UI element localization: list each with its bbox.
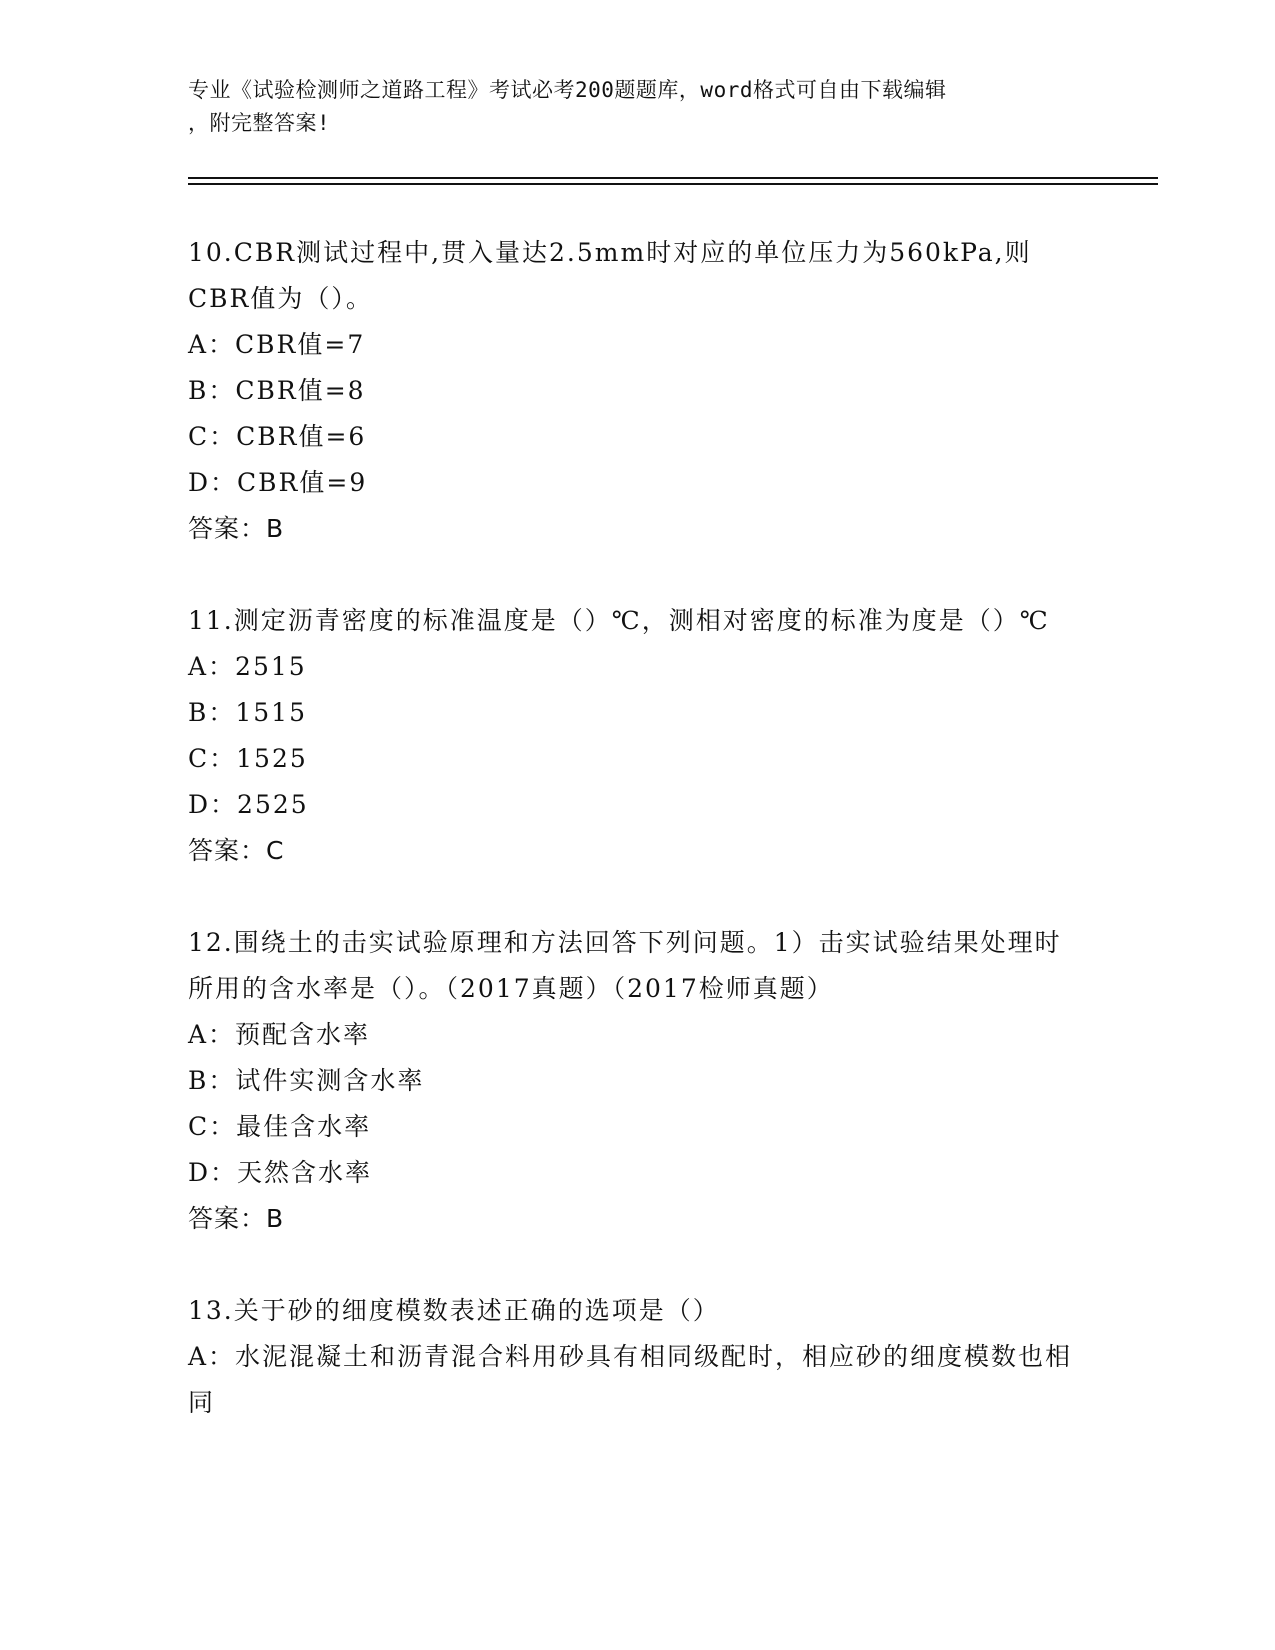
option-b: B：CBR值=8 — [188, 376, 366, 405]
option-c: C：1525 — [188, 744, 308, 773]
option-c: C：CBR值=6 — [188, 422, 367, 451]
option-d: D：天然含水率 — [188, 1158, 373, 1187]
answer-label: 答案：B — [188, 1204, 285, 1233]
option-a: A：预配含水率 — [188, 1020, 371, 1049]
question-stem: 13.关于砂的细度模数表述正确的选项是（） — [188, 1296, 720, 1325]
option-c: C：最佳含水率 — [188, 1112, 372, 1141]
header-divider-top — [188, 177, 1158, 179]
option-d: D：CBR值=9 — [188, 468, 368, 497]
question-13 — [188, 1288, 1088, 1426]
option-b: B：1515 — [188, 698, 307, 727]
option-a: A：CBR值=7 — [188, 330, 366, 359]
answer-label: 答案：B — [188, 514, 285, 543]
question-stem: 10.CBR测试过程中,贯入量达2.5mm时对应的单位压力为560kPa,则CBR值为（）。 — [188, 238, 1032, 313]
question-10 — [188, 230, 1088, 552]
option-d: D：2525 — [188, 790, 309, 819]
document-header — [188, 74, 1068, 140]
header-divider-bottom — [188, 183, 1158, 185]
question-stem: 11.测定沥青密度的标准温度是（）℃，测相对密度的标准为度是（）℃ — [188, 606, 1050, 635]
question-list — [188, 230, 1088, 1472]
header-line-1: 专业《试验检测师之道路工程》考试必考200题题库，word格式可自由下载编辑 — [188, 78, 947, 102]
option-a: A：水泥混凝土和沥青混合料用砂具有相同级配时，相应砂的细度模数也相同 — [188, 1342, 1073, 1417]
option-a: A：2515 — [188, 652, 307, 681]
answer-label: 答案：C — [188, 836, 285, 865]
question-11 — [188, 598, 1088, 874]
question-stem: 12.围绕土的击实试验原理和方法回答下列问题。1）击实试验结果处理时所用的含水率是（）。（2017真题）（2017检师真题） — [188, 928, 1062, 1003]
question-12 — [188, 920, 1088, 1242]
option-b: B：试件实测含水率 — [188, 1066, 425, 1095]
header-line-2: ，附完整答案! — [188, 111, 331, 135]
